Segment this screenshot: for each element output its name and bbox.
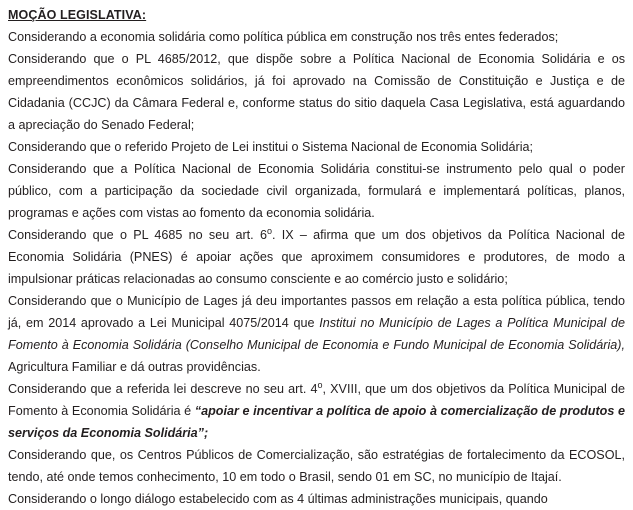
paragraph-text: Considerando que o PL 4685/2012, que dispõe sobre a Política Nacional de Economia Solidária e os empreendimentos econômicos solidários, já foi aprovado na Comissão de Constituição e Justiça e de Cidadania (CCJC) da Câmara Federal e, conforme status do sitio daquela Casa Legislativa, está aguardando a apreciação do Senado Federal; — [8, 52, 625, 132]
paragraph-lead-text: Considerando que a referida lei descreve no seu art. 4 — [8, 382, 318, 396]
paragraph-considerando-8 — [8, 444, 625, 488]
paragraph-lead-text: Considerando que o PL 4685 no seu art. 6 — [8, 228, 267, 242]
paragraph-mid-text: , XVIII, que um dos objetivos da Política Municipal de Fomento à Economia Solidária é — [8, 382, 625, 418]
ordinal-indicator: o — [317, 379, 323, 390]
paragraph-lead-text: Considerando que o Município de Lages já deu importantes passos em relação a esta política pública, tendo já, em 2014 aprovado a Lei Municipal 4075/2014 que — [8, 294, 625, 330]
paragraph-considerando-1 — [8, 26, 625, 48]
paragraph-text: Considerando que a Política Nacional de Economia Solidária constitui-se instrumento pelo qual o poder público, com a participação da sociedade civil organizada, formulará e implementará políticas, planos, programas e ações com vistas ao fomento da economia solidária. — [8, 162, 625, 220]
ordinal-indicator: o — [266, 225, 272, 236]
paragraph-tail-text: Agricultura Familiar e dá outras providências. — [8, 360, 261, 374]
paragraph-considerando-5 — [8, 224, 625, 290]
paragraph-considerando-6 — [8, 290, 625, 378]
page-title: MOÇÃO LEGISLATIVA: — [8, 8, 147, 22]
paragraph-considerando-4 — [8, 158, 625, 224]
paragraph-considerando-3 — [8, 136, 625, 158]
paragraph-text: Considerando que, os Centros Públicos de Comercialização, são estratégias de fortalecimento da ECOSOL, tendo, até onde temos conhecimento, 10 em todo o Brasil, sendo 01 em SC, no município de Itajaí. — [8, 448, 625, 484]
paragraph-considerando-7 — [8, 378, 625, 444]
paragraph-text: Considerando que o referido Projeto de Lei institui o Sistema Nacional de Economia Solidária; — [8, 140, 534, 154]
paragraph-considerando-9 — [8, 488, 625, 510]
paragraph-considerando-2 — [8, 48, 625, 136]
paragraph-text: Considerando a economia solidária como política pública em construção nos três entes federados; — [8, 30, 559, 44]
quoted-objective-bold-italic: “apoiar e incentivar a política de apoio à comercialização de produtos e serviços da Economia Solidária”; — [8, 404, 625, 440]
law-citation-italic: Institui no Município de Lages a Política Municipal de Fomento à Economia Solidária (Conselho Municipal de Economia e Fundo Municipal de Economia Solidária), — [8, 316, 625, 352]
paragraph-text: Considerando o longo diálogo estabelecido com as 4 últimas administrações municipais, quando — [8, 492, 548, 506]
paragraph-tail-text: . IX – afirma que um dos objetivos da Política Nacional de Economia Solidária (PNES) é apoiar ações que aproximem consumidores e produtores, de modo a impulsionar práticas relacionadas ao consumo consciente e ao comércio justo e solidário; — [8, 228, 626, 286]
